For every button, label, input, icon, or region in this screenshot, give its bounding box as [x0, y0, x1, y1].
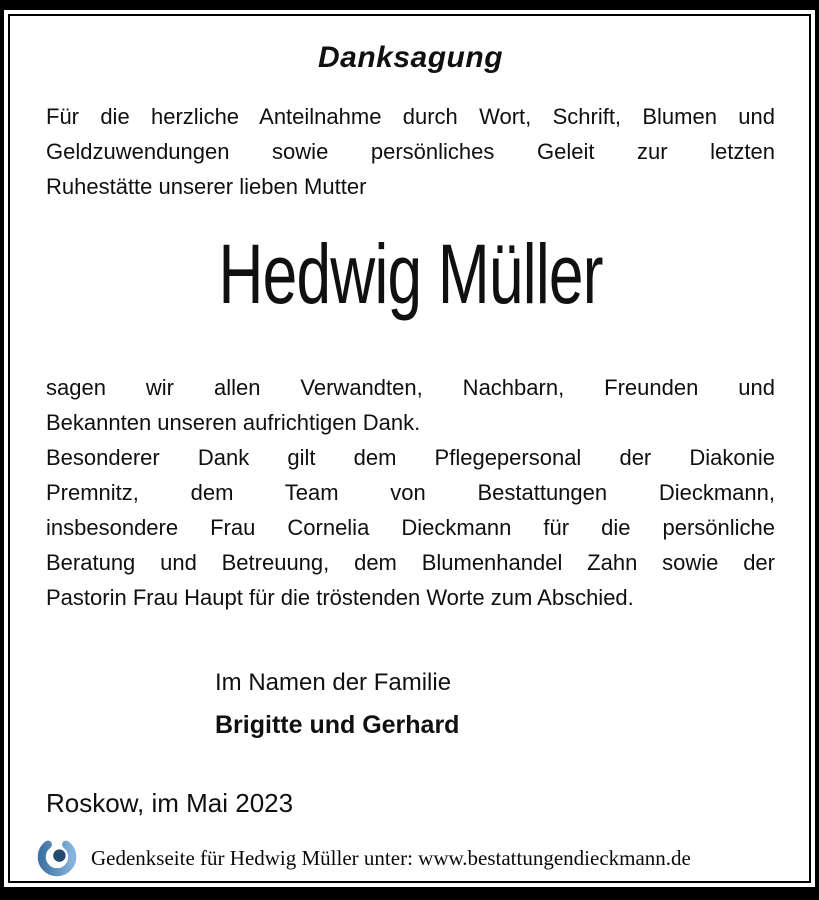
- border-gap: [4, 10, 815, 887]
- place-date-line: Roskow, im Mai 2023: [46, 788, 294, 818]
- intro-paragraph: [46, 99, 775, 204]
- thanks-line-6: Beratung und Betreuung, dem Blumenhandel Zahn sowie der: [46, 550, 775, 575]
- signature-preamble: Im Namen der Familie: [215, 669, 452, 696]
- intro-line-1: Für die herzliche Anteilnahme durch Wort, Schrift, Blumen und: [46, 104, 775, 129]
- signature-block: [215, 668, 775, 741]
- deceased-name-row: [46, 228, 775, 320]
- deceased-name: Hedwig Müller: [218, 227, 603, 321]
- memorial-page-text: Gedenkseite für Hedwig Müller unter: www.bestattungendieckmann.de: [91, 845, 691, 870]
- intro-line-2: Geldzuwendungen sowie persönliches Geleit zur letzten: [46, 139, 775, 164]
- memorial-ring-icon: [36, 837, 78, 879]
- thanks-paragraphs: [46, 370, 775, 615]
- card-frame: [8, 14, 811, 883]
- signature-names: Brigitte und Gerhard: [215, 711, 460, 739]
- thanks-line-1: sagen wir allen Verwandten, Nachbarn, Freunden und: [46, 375, 775, 400]
- thanks-line-3: Besonderer Dank gilt dem Pflegepersonal der Diakonie: [46, 445, 775, 470]
- thanks-line-7: Pastorin Frau Haupt für die tröstenden Worte zum Abschied.: [46, 585, 634, 610]
- notice-type-heading: Danksagung: [317, 41, 504, 74]
- thanks-line-5: insbesondere Frau Cornelia Dieckmann für die persönliche: [46, 515, 775, 540]
- thanks-line-2: Bekannten unseren aufrichtigen Dank.: [46, 410, 421, 435]
- intro-line-3: Ruhestätte unserer lieben Mutter: [46, 174, 367, 199]
- memorial-footer: [36, 837, 691, 879]
- thanks-line-4: Premnitz, dem Team von Bestattungen Dieckmann,: [46, 480, 775, 505]
